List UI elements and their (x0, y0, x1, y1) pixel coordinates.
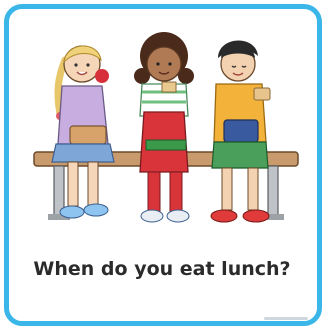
children-on-bench-illustration (18, 22, 308, 248)
girl-eating-sandwich-icon (134, 32, 194, 222)
boy-with-tablet-icon (211, 40, 270, 222)
copyright-mark (264, 317, 308, 320)
lunch-question-text: When do you eat lunch? (33, 258, 291, 280)
